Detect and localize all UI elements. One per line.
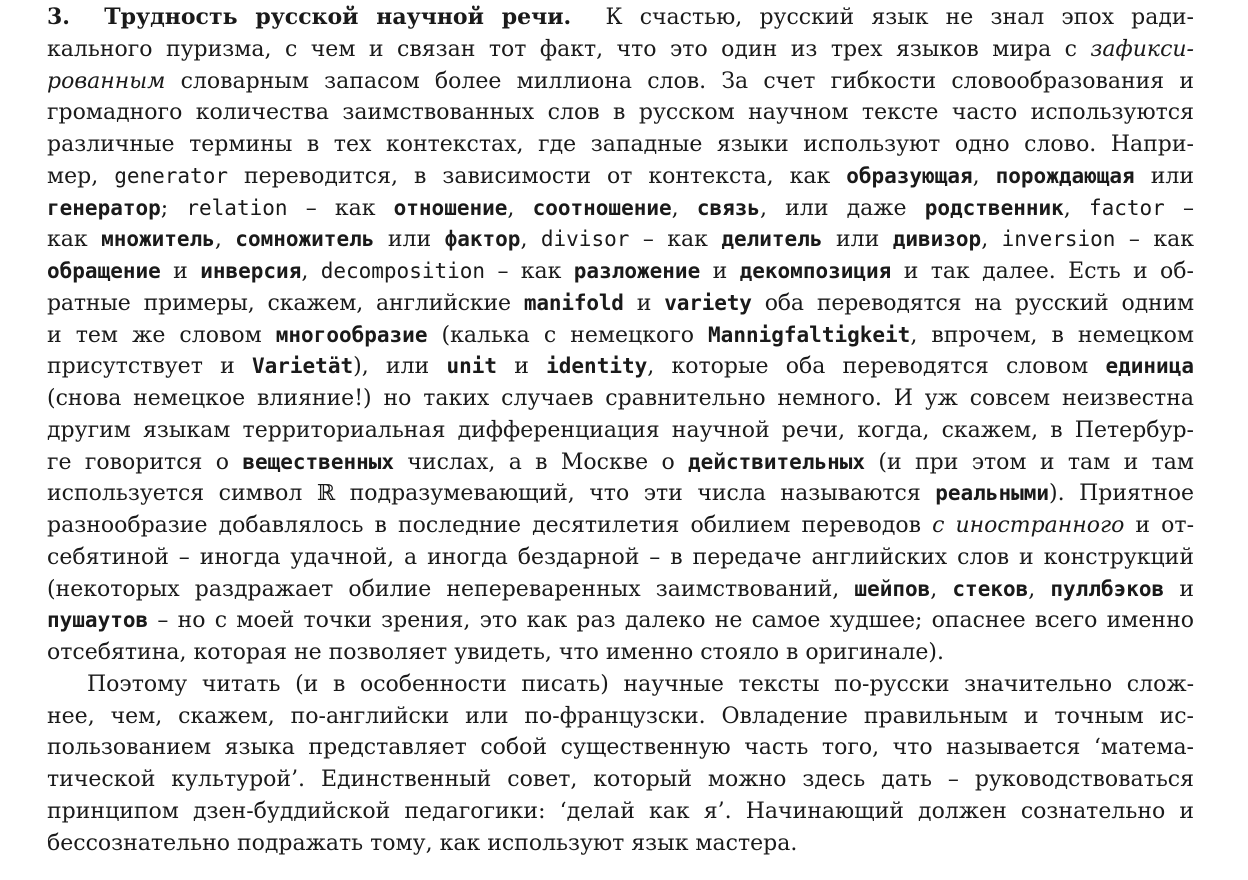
text-line-5: [47, 129, 1194, 161]
text-run: переводится, в зависимости от контекста, как: [228, 163, 847, 189]
text-run: и: [497, 354, 547, 380]
text-run: и: [160, 259, 201, 284]
russian-term: сомножитель: [235, 227, 375, 252]
english-term: generator: [114, 163, 228, 188]
section-number: 3.: [47, 4, 70, 30]
text-run: – как: [1115, 227, 1194, 253]
russian-term: многообразие: [275, 322, 428, 347]
russian-term: родственник: [924, 195, 1064, 220]
text-line-10: [47, 288, 1194, 320]
text-run: и: [623, 290, 665, 316]
text-run: или: [822, 227, 893, 253]
text-line-16: [47, 478, 1194, 510]
text-run: ,: [520, 227, 541, 253]
text-line-11: [47, 320, 1194, 352]
text-run: К счастью, русский язык не знал эпох ради-: [605, 5, 1194, 30]
text-run: присутствует и: [47, 354, 252, 380]
text-run: – как: [287, 195, 394, 221]
text-line-19: [47, 574, 1194, 606]
text-line-14: [47, 415, 1194, 447]
section-title: Трудность русской научной речи.: [104, 4, 572, 30]
text-run: принципом дзен-буддийской педагогики: ‘делай как я’. Начинающий должен сознательно и: [47, 798, 1194, 824]
text-run: ), или: [353, 354, 447, 380]
russian-term: фактор: [444, 227, 521, 252]
text-line-25: [47, 764, 1194, 796]
english-term: factor: [1088, 195, 1165, 220]
text-run: ,: [214, 227, 236, 253]
russian-term: единица: [1105, 354, 1194, 379]
russian-term: вещественных: [242, 449, 395, 474]
russian-term: разложение: [573, 259, 701, 283]
text-run: себятиной – иногда удачной, а иногда бездарной – в передаче английских слов и конструкций: [47, 544, 1194, 570]
text-run: (калька с немецкого: [427, 322, 709, 348]
text-line-17: [47, 510, 1194, 542]
text-run: ,: [930, 576, 953, 602]
text-run: (некоторых раздражает обилие непереваренных заимствований,: [47, 576, 855, 602]
russian-term: отношение: [393, 195, 508, 220]
russian-term: соотношение: [532, 195, 672, 220]
text-run: или: [374, 227, 445, 253]
russian-term: делитель: [721, 227, 823, 252]
text-run: разнообразие добавлялось в последние десятилетия обилием переводов: [47, 513, 933, 538]
text-run: (и при этом и там и там: [865, 449, 1194, 475]
text-run: мер,: [47, 163, 115, 189]
text-line-4: [47, 97, 1194, 129]
text-line-8: [47, 224, 1194, 256]
text-line-13: [47, 383, 1194, 415]
text-run: и: [700, 259, 740, 284]
text-run: громадного количества заимствованных слов в русском научном тексте часто используются: [47, 100, 1194, 126]
text-line-12: [47, 351, 1194, 383]
russian-term: связь: [696, 195, 761, 220]
russian-term: реальными: [935, 481, 1050, 506]
russian-term: порождающая: [995, 163, 1135, 188]
english-term: identity: [546, 354, 648, 379]
text-run: ,: [1063, 195, 1089, 221]
text-run: –: [1164, 195, 1194, 221]
russian-term: образующая: [846, 163, 973, 188]
text-run: ;: [160, 195, 187, 221]
text-run: , впрочем, в немецком: [910, 322, 1194, 348]
english-term: manifold: [523, 290, 624, 315]
italic-term: рованным: [47, 68, 166, 94]
text-run: ,: [972, 163, 996, 189]
text-run: и от-: [1124, 513, 1194, 538]
text-run: отсебятина, которая не позволяет увидеть, что именно стояло в оригинале).: [47, 640, 944, 665]
text-line-24: [47, 732, 1194, 764]
russian-term: пуллбэков: [1050, 576, 1165, 601]
text-run: ,: [507, 195, 533, 221]
russian-term: пушаутов: [47, 608, 149, 633]
russian-term: шейпов: [854, 576, 931, 601]
text-run: , или даже: [760, 195, 925, 221]
russian-term: инверсия: [200, 259, 302, 283]
text-line-2: [47, 34, 1194, 66]
text-run: или: [1134, 163, 1194, 189]
text-run: другим языкам территориальная дифференциация научной речи, когда, скажем, в Петербур-: [47, 417, 1194, 443]
text-line-22: [47, 669, 1194, 701]
text-run: Поэтому читать (и в особенности писать) научные тексты по-русски значительно слож-: [87, 671, 1194, 697]
text-line-1: [47, 2, 1194, 34]
text-run: пользованием языка представляет собой существенную часть того, что называется ‘матема-: [47, 735, 1194, 761]
text-run: (снова немецкое влияние!) но таких случаев сравнительно немного. И уж совсем неизвестна: [47, 386, 1194, 411]
text-run: кального пуризма, с чем и связан тот факт, что это один из трех языков мира с: [47, 36, 1091, 62]
english-term: inversion: [1001, 227, 1116, 252]
text-line-7: [47, 193, 1194, 225]
text-run: и так далее. Есть и об-: [891, 259, 1194, 284]
text-run: ратные примеры, скажем, английские: [47, 290, 524, 316]
russian-term: обращение: [47, 259, 161, 283]
italic-term: зафикси-: [1090, 36, 1194, 62]
text-line-9: [47, 256, 1194, 288]
english-term: variety: [664, 290, 752, 315]
document-page: [0, 2, 1248, 880]
english-term: divisor: [540, 227, 630, 252]
text-run: оба переводятся на русский одним: [751, 290, 1194, 316]
text-run: и: [1164, 576, 1194, 602]
english-term: decomposition: [320, 259, 486, 283]
text-line-23: [47, 701, 1194, 733]
text-run: , которые оба переводятся словом: [647, 354, 1106, 380]
text-run: и тем же словом: [47, 322, 276, 348]
text-run: различные термины в тех контекстах, где западные языки используют одно слово. Напри-: [47, 132, 1194, 157]
text-run: ,: [301, 259, 321, 284]
text-run: числах, а в Москве о: [394, 449, 689, 475]
text-run: – как: [629, 227, 722, 253]
english-term: relation: [186, 195, 288, 220]
text-run: бессознательно подражать тому, как используют язык мастера.: [47, 830, 798, 856]
text-line-26: [47, 796, 1194, 828]
text-run: словарным запасом более миллиона слов. За счет гибкости словообразования и: [165, 68, 1194, 94]
russian-term: дивизор: [892, 227, 982, 252]
german-term: Mannigfaltigkeit: [708, 322, 911, 347]
text-run: ,: [1028, 576, 1051, 602]
english-term: unit: [446, 354, 498, 379]
text-line-6: [47, 161, 1194, 193]
russian-term: стеков: [952, 576, 1029, 601]
russian-term: декомпозиция: [739, 259, 892, 283]
text-line-20: [47, 605, 1194, 637]
text-run: нее, чем, скажем, по-английски или по-французски. Овладение правильным и точным ис-: [47, 703, 1194, 729]
text-run: как: [47, 227, 102, 253]
text-line-18: [47, 542, 1194, 574]
text-line-21: [47, 637, 1194, 669]
russian-term: генератор: [47, 195, 161, 220]
text-line-27: [47, 828, 1194, 860]
text-run: тической культурой’. Единственный совет, который можно здесь дать – руководствоваться: [47, 767, 1194, 792]
text-run: ,: [981, 227, 1002, 253]
russian-term: действительных: [688, 449, 866, 474]
text-run: – но с моей точки зрения, это как раз далеко не самое худшее; опаснее всего именно: [148, 608, 1194, 634]
german-term: Varietät: [251, 354, 354, 379]
russian-term: множитель: [101, 227, 215, 252]
text-line-3: [47, 66, 1194, 98]
text-run: ). Приятное: [1049, 481, 1194, 507]
italic-term: с иностранного: [932, 513, 1125, 538]
text-run: ,: [671, 195, 697, 221]
text-run: используется символ ℝ подразумевающий, что эти числа называются: [47, 481, 936, 507]
text-run: – как: [485, 259, 574, 284]
text-line-15: [47, 447, 1194, 479]
text-run: ге говорится о: [47, 449, 243, 475]
